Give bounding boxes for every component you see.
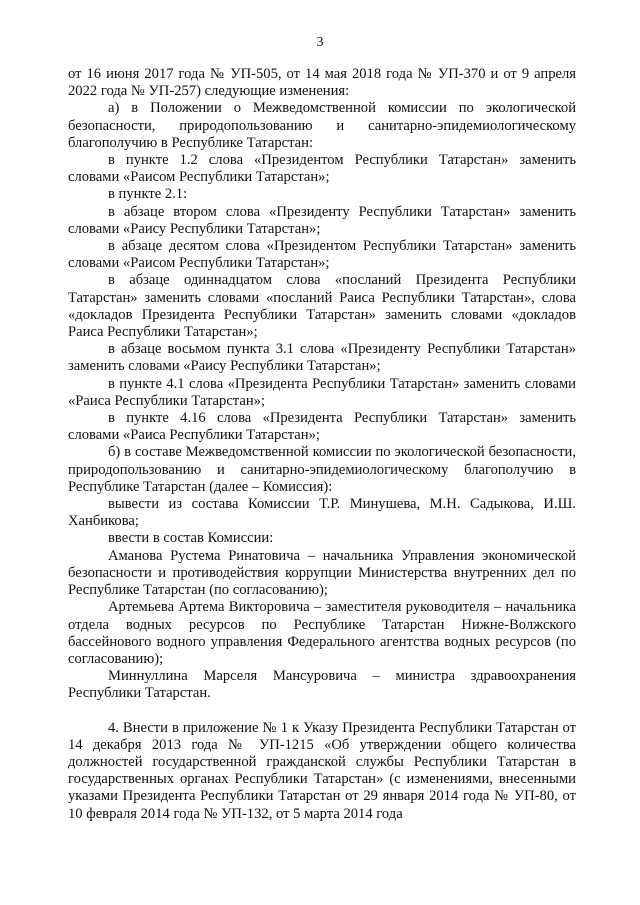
paragraph: Артемьева Артема Викторовича – заместителя руководителя – начальника отдела водных ресурсов по Республике Татарстан Нижне-Волжского бассейнового водного управления Федерального агентства водных ресурсов (по согласованию);: [68, 599, 576, 667]
paragraph: в абзаце одиннадцатом слова «посланий Президента Республики Татарстан» заменить словами «посланий Раиса Республики Татарстан», слова «докладов Президента Республики Татарстан» заменить словами «докладов Раиса Республики Татарстан»;: [68, 272, 576, 341]
paragraph: ввести в состав Комиссии:: [108, 530, 274, 547]
paragraph: Аманова Рустема Ринатовича – начальника Управления экономической безопасности и противодействия коррупции Министерства внутренних дел по Республике Татарстан (по согласованию);: [68, 547, 576, 599]
paragraph: 4. Внести в приложение № 1 к Указу Президента Республики Татарстан от 14 декабря 2013 года № УП-1215 «Об утверждении общего количества должностей государственной гражданской службы Республики Татарстан в государственных органах Республики Татарстан» (с изменениями, внесенными указами Президента Республики Татарстан от 29 января 2014 года № УП-80, от 10 февраля 2014 года № УП-132, от 5 марта 2014 года: [68, 719, 576, 822]
paragraph: в пункте 4.16 слова «Президента Республики Татарстан» заменить словами «Раиса Республики Татарстан»;: [68, 410, 576, 444]
paragraph: в абзаце десятом слова «Президентом Республики Татарстан» заменить словами «Раисом Республики Татарстан»;: [68, 238, 576, 272]
paragraph: в абзаце втором слова «Президенту Республики Татарстан» заменить словами «Раису Республики Татарстан»;: [68, 203, 576, 237]
document-body: [68, 66, 576, 823]
paragraph: от 16 июня 2017 года № УП-505, от 14 мая 2018 года № УП-370 и от 9 апреля 2022 года № УП-257) следующие изменения:: [68, 66, 576, 100]
paragraph: Миннуллина Марселя Мансуровича – министра здравоохранения Республики Татарстан.: [68, 668, 576, 702]
paragraph: в абзаце восьмом пункта 3.1 слова «Президенту Республики Татарстан» заменить словами «Раису Республики Татарстан»;: [68, 341, 576, 375]
paragraph: а) в Положении о Межведомственной комиссии по экологической безопасности, природопользованию и санитарно-эпидемиологическому благополучию в Республике Татарстан:: [68, 100, 576, 151]
paragraph: в пункте 4.1 слова «Президента Республики Татарстан» заменить словами «Раиса Республики Татарстан»;: [68, 375, 576, 409]
paragraph: б) в составе Межведомственной комиссии по экологической безопасности, природопользованию и санитарно-эпидемиологическому благополучию в Республике Татарстан (далее – Комиссия):: [68, 444, 576, 495]
paragraph: в пункте 1.2 слова «Президентом Республики Татарстан» заменить словами «Раисом Республики Татарстан»;: [68, 152, 576, 186]
paragraph: в пункте 2.1:: [108, 186, 188, 203]
paragraph: вывести из состава Комиссии Т.Р. Минушева, М.Н. Садыкова, И.Ш. Ханбикова;: [68, 496, 576, 530]
page-number: 3: [316, 35, 324, 50]
paragraph-spacer: [68, 703, 576, 720]
